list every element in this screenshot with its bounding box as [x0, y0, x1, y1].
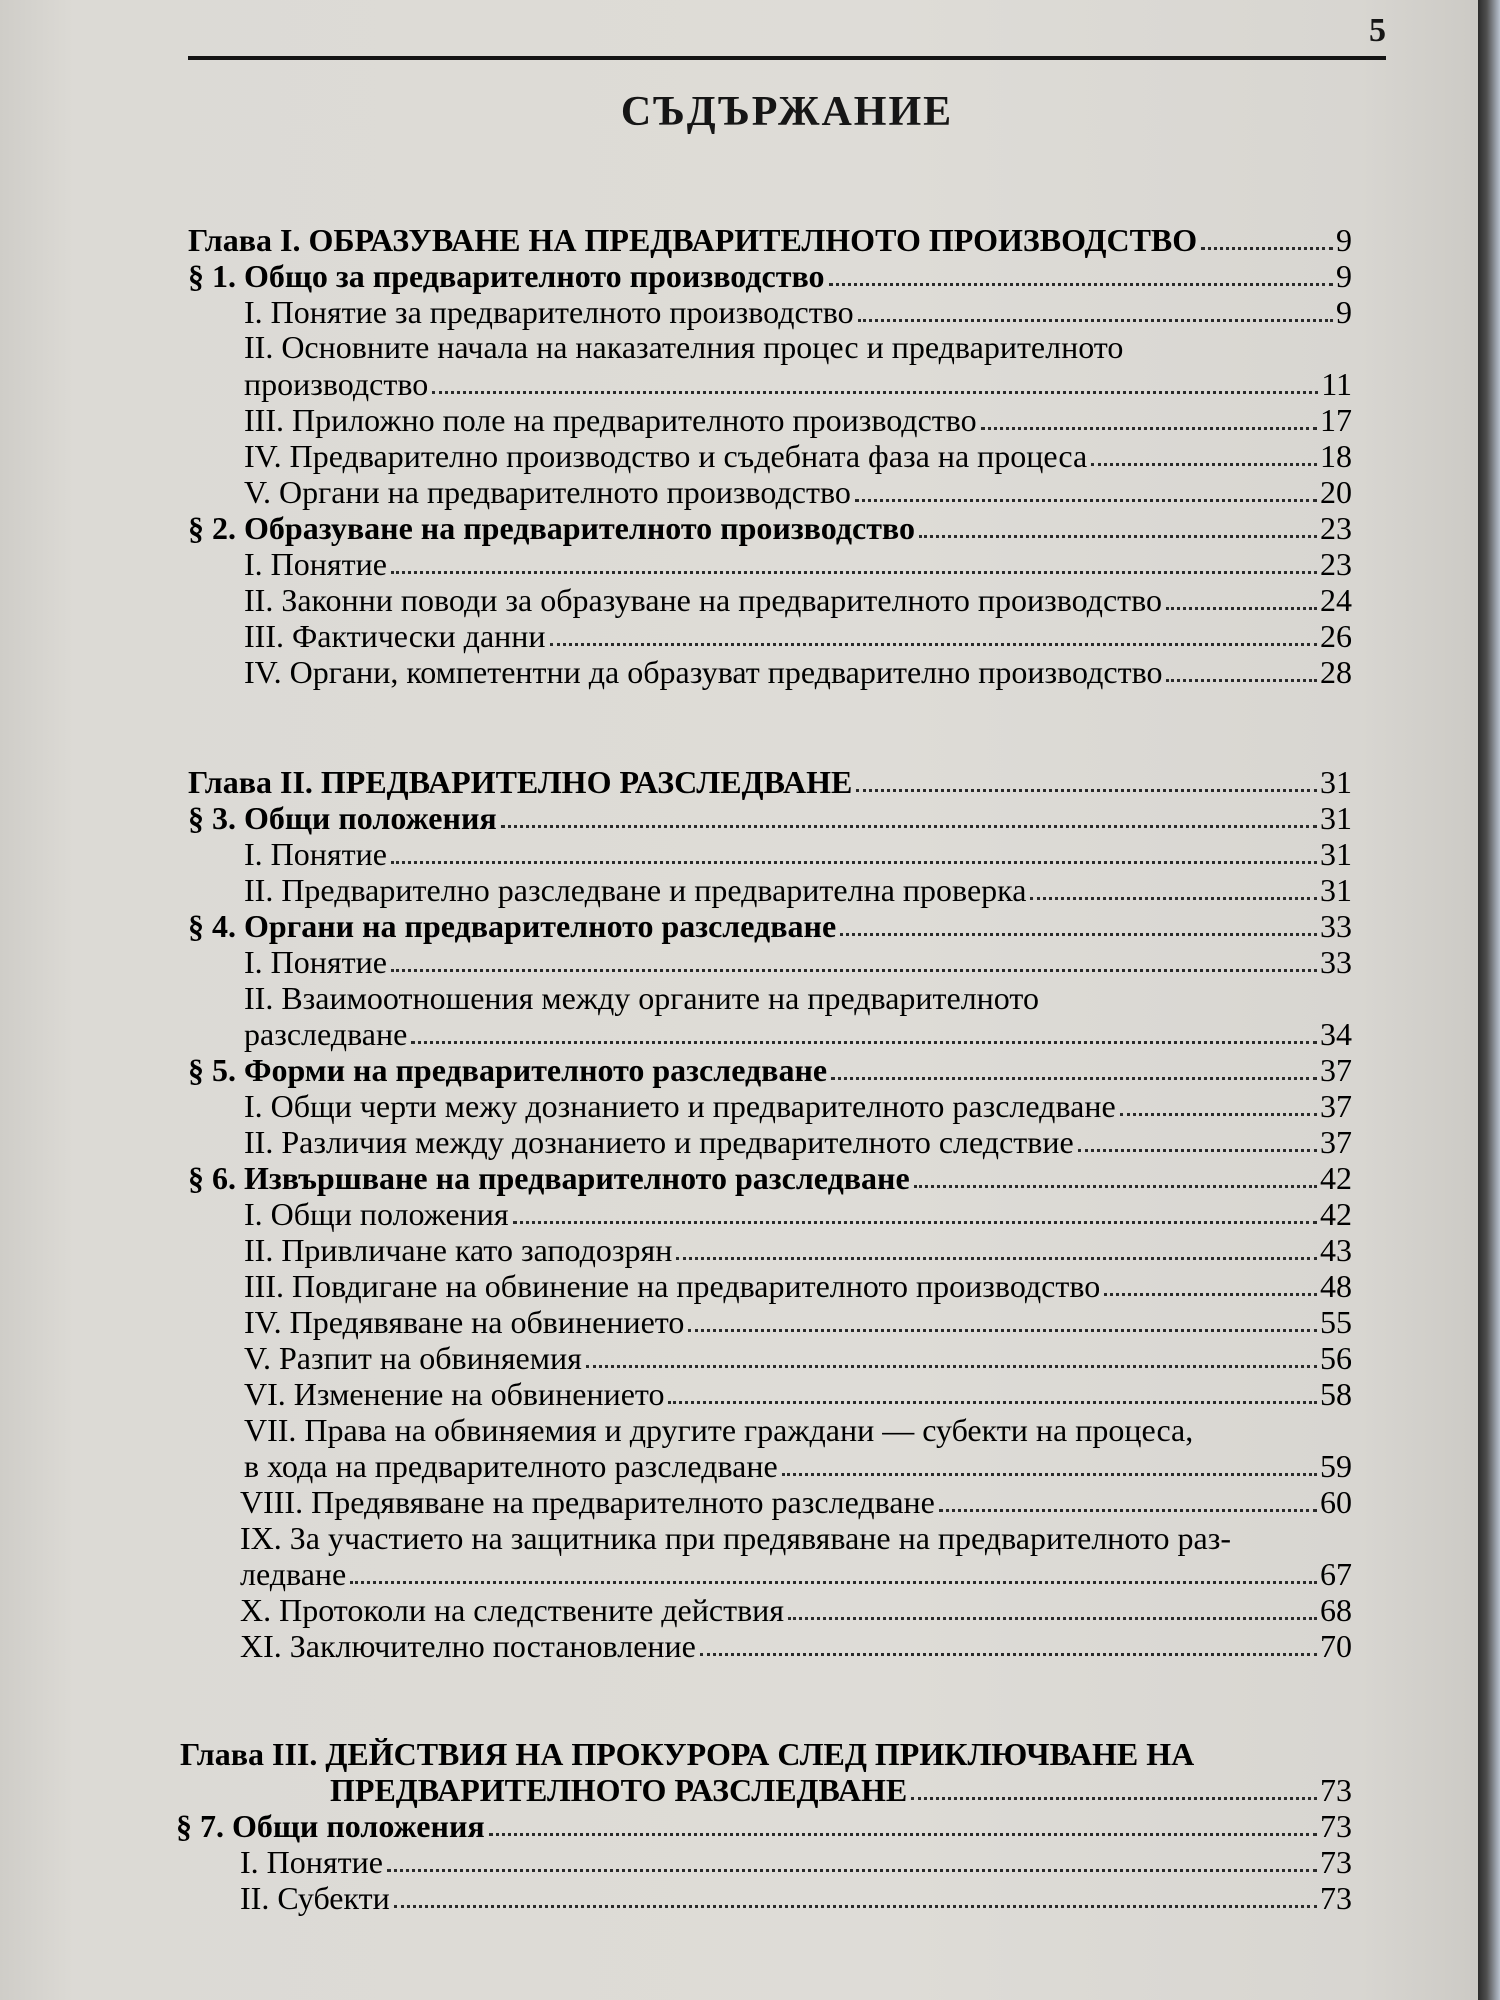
toc-entry-page: 18: [1320, 438, 1352, 474]
toc-chapter-3: [330, 1772, 1352, 1808]
toc-entry-page: 9: [1336, 222, 1352, 258]
toc-entry: [244, 618, 1352, 654]
toc-entry: [244, 872, 1352, 908]
dot-leader: [788, 1617, 1317, 1620]
toc-entry-line: VII. Права на обвиняемия и другите граждани — субекти на процеса,: [244, 1412, 1194, 1448]
toc-entry-title: I. Понятие: [240, 1844, 383, 1880]
toc-entry-page: 23: [1320, 546, 1352, 582]
toc-entry-title: II. Различия между дознанието и предварителното следствие: [244, 1124, 1074, 1160]
toc-entry-title: IV. Предявяване на обвинението: [244, 1304, 685, 1340]
dot-leader: [1120, 1113, 1317, 1116]
toc-entry-page: 23: [1320, 510, 1352, 546]
toc-entry: [244, 294, 1352, 330]
toc-entry: [244, 1016, 1352, 1052]
toc-entry-page: 31: [1320, 836, 1352, 872]
dot-leader: [1078, 1149, 1317, 1152]
toc-entry: [244, 1232, 1352, 1268]
toc-entry: [244, 438, 1352, 474]
toc-entry-title: III. Приложно поле на предварителното производство: [244, 402, 977, 438]
toc-entry-page: 42: [1320, 1160, 1352, 1196]
dot-leader: [1166, 679, 1317, 682]
dot-leader: [856, 789, 1317, 792]
toc-entry-page: 59: [1320, 1448, 1352, 1484]
toc-entry: [240, 1844, 1352, 1880]
dot-leader: [782, 1473, 1317, 1476]
toc-entry-title: I. Общи положения: [244, 1196, 509, 1232]
dot-leader: [1030, 897, 1317, 900]
toc-entry-page: 73: [1320, 1880, 1352, 1916]
dot-leader: [586, 1365, 1317, 1368]
toc-title: СЪДЪРЖАНИЕ: [620, 89, 954, 135]
toc-entry-title: II. Законни поводи за образуване на предварителното производство: [244, 582, 1163, 618]
toc-entry-title: § 6. Извършване на предварителното разследване: [188, 1160, 910, 1196]
toc-entry-page: 33: [1320, 908, 1352, 944]
toc-entry-title: V. Разпит на обвиняемия: [244, 1340, 582, 1376]
dot-leader: [391, 969, 1317, 972]
toc-entry-title: ПРЕДВАРИТЕЛНОТО РАЗСЛЕДВАНЕ: [330, 1772, 908, 1808]
toc-entry-title: § 4. Органи на предварителното разследване: [188, 908, 837, 944]
toc-entry: [244, 1304, 1352, 1340]
toc-section-5: [188, 1052, 1352, 1088]
toc-entry-page: 20: [1320, 474, 1352, 510]
toc-section-3: [188, 800, 1352, 836]
dot-leader: [1091, 463, 1317, 466]
toc-entry-title: Глава II. ПРЕДВАРИТЕЛНО РАЗСЛЕДВАНЕ: [188, 764, 853, 800]
toc-entry: [244, 944, 1352, 980]
toc-section-7: [176, 1808, 1352, 1844]
toc-entry-title: II. Предварително разследване и предварителна проверка: [244, 872, 1027, 908]
toc-entry-title: в хода на предварителното разследване: [244, 1448, 778, 1484]
toc-entry-title: IV. Предварително производство и съдебната фаза на процеса: [244, 438, 1088, 474]
toc-entry-page: 68: [1320, 1592, 1352, 1628]
toc-entry-title: I. Понятие: [244, 836, 387, 872]
toc-entry-page: 70: [1320, 1628, 1352, 1664]
toc-entry: [240, 1628, 1352, 1664]
toc-entry: [244, 1088, 1352, 1124]
dot-leader: [676, 1257, 1317, 1260]
dot-leader: [688, 1329, 1317, 1332]
toc-entry-title: Глава I. ОБРАЗУВАНЕ НА ПРЕДВАРИТЕЛНОТО ПРОИЗВОДСТВО: [188, 222, 1198, 258]
dot-leader: [668, 1401, 1317, 1404]
toc-entry: [240, 1484, 1352, 1520]
toc-entry-page: 37: [1320, 1088, 1352, 1124]
toc-entry-title: § 2. Образуване на предварителното производство: [188, 510, 915, 546]
toc-entry-title: VIII. Предявяване на предварителното разследване: [240, 1484, 935, 1520]
toc-entry-page: 34: [1320, 1016, 1352, 1052]
toc-entry-title: I. Понятие: [244, 944, 387, 980]
dot-leader: [394, 1905, 1317, 1908]
dot-leader: [700, 1653, 1317, 1656]
toc-entry: [244, 1196, 1352, 1232]
toc-section-1: [188, 258, 1352, 294]
dot-leader: [489, 1833, 1317, 1836]
toc-section-6: [188, 1160, 1352, 1196]
dot-leader: [939, 1509, 1317, 1512]
toc-entry-page: 26: [1320, 618, 1352, 654]
toc-entry: [244, 402, 1352, 438]
toc-entry-page: 73: [1320, 1808, 1352, 1844]
toc-entry-title: производство: [244, 366, 429, 402]
toc-entry-page: 43: [1320, 1232, 1352, 1268]
toc-entry: [244, 474, 1352, 510]
toc-entry-title: § 1. Общо за предварителното производство: [188, 258, 825, 294]
toc-entry: [240, 1880, 1352, 1916]
toc-entry-page: 56: [1320, 1340, 1352, 1376]
toc-chapter-2: [188, 764, 1352, 800]
dot-leader: [1166, 607, 1317, 610]
toc-entry-page: 67: [1320, 1556, 1352, 1592]
toc-entry-title: II. Привличане като заподозрян: [244, 1232, 673, 1268]
toc-entry: [244, 1448, 1352, 1484]
toc-entry: [240, 1592, 1352, 1628]
toc-entry-line: II. Основните начала на наказателния процес и предварителното: [244, 329, 1124, 365]
toc-entry-page: 17: [1320, 402, 1352, 438]
toc-entry-title: X. Протоколи на следствените действия: [240, 1592, 785, 1628]
dot-leader: [501, 825, 1317, 828]
toc-entry-line: IX. За участието на защитника при предявяване на предварителното раз-: [240, 1520, 1232, 1556]
dot-leader: [981, 427, 1317, 430]
toc-chapter-3-line: Глава III. ДЕЙСТВИЯ НА ПРОКУРОРА СЛЕД ПРИКЛЮЧВАНЕ НА: [180, 1736, 1195, 1772]
toc-entry-title: III. Фактически данни: [244, 618, 546, 654]
toc-entry-title: I. Понятие: [244, 546, 387, 582]
dot-leader: [513, 1221, 1317, 1224]
page-number: 5: [1369, 12, 1386, 49]
dot-leader: [550, 643, 1317, 646]
toc-entry: [244, 366, 1352, 402]
dot-leader: [411, 1041, 1317, 1044]
toc-entry-title: III. Повдигане на обвинение на предварителното производство: [244, 1268, 1101, 1304]
dot-leader: [855, 499, 1317, 502]
toc-entry-page: 33: [1320, 944, 1352, 980]
toc-entry-page: 11: [1321, 366, 1352, 402]
toc-entry: [244, 582, 1352, 618]
toc-entry-page: 24: [1320, 582, 1352, 618]
dot-leader: [840, 933, 1317, 936]
toc-entry: [240, 1556, 1352, 1592]
toc-entry: [244, 1376, 1352, 1412]
toc-entry: [244, 1340, 1352, 1376]
toc-entry-page: 37: [1320, 1124, 1352, 1160]
toc-entry-title: VI. Изменение на обвинението: [244, 1376, 665, 1412]
toc-entry: [244, 654, 1352, 690]
toc-entry-line: II. Взаимоотношения между органите на предварителното: [244, 980, 1039, 1016]
toc-entry: [244, 546, 1352, 582]
toc-entry-title: XI. Заключително постановление: [240, 1628, 696, 1664]
toc-entry: [244, 1268, 1352, 1304]
dot-leader: [350, 1581, 1317, 1584]
dot-leader: [831, 1077, 1317, 1080]
toc-entry-page: 55: [1320, 1304, 1352, 1340]
toc-section-4: [188, 908, 1352, 944]
toc-entry-page: 73: [1320, 1772, 1352, 1808]
toc-entry: [244, 836, 1352, 872]
dot-leader: [1104, 1293, 1317, 1296]
toc-entry-page: 28: [1320, 654, 1352, 690]
toc-entry-title: разследване: [244, 1016, 408, 1052]
toc-entry-page: 60: [1320, 1484, 1352, 1520]
toc-entry-page: 73: [1320, 1844, 1352, 1880]
dot-leader: [829, 283, 1333, 286]
toc-entry-page: 37: [1320, 1052, 1352, 1088]
toc-section-2: [188, 510, 1352, 546]
toc-entry-page: 31: [1320, 764, 1352, 800]
dot-leader: [432, 391, 1318, 394]
dot-leader: [858, 319, 1333, 322]
toc-entry-title: § 7. Общи положения: [176, 1808, 485, 1844]
toc-entry-title: § 3. Общи положения: [188, 800, 497, 836]
dot-leader: [919, 535, 1317, 538]
toc-entry-title: § 5. Форми на предварителното разследване: [188, 1052, 828, 1088]
toc-entry-title: I. Понятие за предварителното производство: [244, 294, 854, 330]
toc-entry-title: V. Органи на предварителното производство: [244, 474, 851, 510]
dot-leader: [914, 1185, 1317, 1188]
toc-entry-page: 9: [1336, 294, 1352, 330]
toc-entry-title: ледване: [240, 1556, 347, 1592]
toc-entry-page: 31: [1320, 800, 1352, 836]
dot-leader: [391, 571, 1317, 574]
dot-leader: [1201, 247, 1333, 250]
toc-entry-title: I. Общи черти межу дознанието и предварителното разследване: [244, 1088, 1116, 1124]
toc-entry-page: 9: [1336, 258, 1352, 294]
toc-entry-title: IV. Органи, компетентни да образуват предварително производство: [244, 654, 1163, 690]
toc-entry-page: 48: [1320, 1268, 1352, 1304]
dot-leader: [911, 1797, 1317, 1800]
toc-entry-page: 58: [1320, 1376, 1352, 1412]
toc-chapter-1: [188, 222, 1352, 258]
dot-leader: [387, 1869, 1317, 1872]
toc-entry-page: 42: [1320, 1196, 1352, 1232]
toc-entry-page: 31: [1320, 872, 1352, 908]
toc-entry: [244, 1124, 1352, 1160]
dot-leader: [391, 861, 1317, 864]
toc-entry-title: II. Субекти: [240, 1880, 390, 1916]
